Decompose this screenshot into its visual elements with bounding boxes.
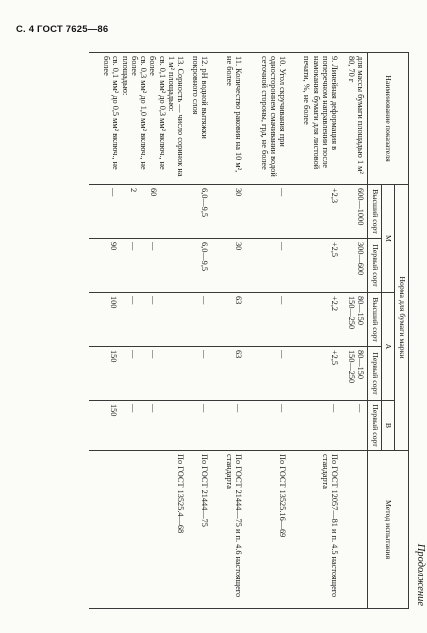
value-cell: —: [187, 347, 211, 401]
value-cell: +2,3: [289, 185, 341, 239]
value-cell: 30: [211, 239, 245, 293]
method-cell: По ГОСТ 21444—75 и п. 4.6 настоящего стандарта: [211, 451, 245, 609]
indicator-line: 13. Сорность — число соринок на 1 м² площадью:: [167, 56, 186, 177]
value-cell: +2,5: [289, 347, 341, 401]
header-norm: Норма для бумаги марки: [395, 185, 409, 451]
value-cell: 600—1000: [341, 185, 367, 239]
value-cell: 6,0—9,5: [187, 185, 211, 239]
value-cell: 63: [211, 293, 245, 347]
header-indicator: Наименование показателя: [367, 53, 408, 185]
value-cell: —: [245, 293, 289, 347]
value-cell: —: [341, 401, 367, 451]
page-header: С. 4 ГОСТ 7625—86: [16, 24, 109, 35]
table-row: [245, 53, 289, 609]
value-cell: —: [245, 185, 289, 239]
table-row: [341, 53, 367, 609]
value-cell: —: [245, 239, 289, 293]
indicator-line: площадью:: [120, 56, 130, 96]
value-cell: — — 150: [89, 401, 187, 451]
value-cell: — — 100: [89, 293, 187, 347]
method-cell: По ГОСТ 12057—81 и п. 4.5 настоящего стандарта: [289, 451, 341, 609]
value-cell: —: [187, 401, 211, 451]
value-cell: 300—600: [341, 239, 367, 293]
value-cell: —: [211, 401, 245, 451]
header-mark-a: А: [381, 293, 395, 401]
value-cell: 30: [211, 185, 245, 239]
value-cell: 6,0—9,5: [187, 239, 211, 293]
row-indicator: [89, 53, 187, 185]
header-mark-m: М: [381, 185, 395, 293]
row-indicator: 11. Количество раковин на 10 м², не более: [211, 53, 245, 185]
indicator-line: св. 0,1 мм² до 0,3 мм² включ., не более: [148, 56, 167, 170]
rotated-table-page: [73, 52, 425, 608]
value-cell: 63: [211, 347, 245, 401]
value-cell: +2,5: [289, 239, 341, 293]
method-cell: По ГОСТ 21444—75: [187, 451, 211, 609]
header-grade-first-m: Первый сорт: [367, 239, 381, 293]
norms-table: [89, 52, 409, 609]
method-cell: По ГОСТ 13525.16—69: [245, 451, 289, 609]
table-row: [211, 53, 245, 609]
header-mark-b: В: [381, 401, 395, 451]
value-cell: 80—150 150—250: [341, 347, 367, 401]
method-cell: По ГОСТ 13525.4—68: [89, 451, 187, 609]
method-cell: [341, 451, 367, 609]
header-grade-first-b: Первый сорт: [367, 401, 381, 451]
header-grade-top-a: Высший сорт: [367, 293, 381, 347]
table-row: [89, 53, 187, 609]
table-row: [289, 53, 341, 609]
value-cell: +2,2: [289, 293, 341, 347]
value-cell: — — 90: [89, 239, 187, 293]
value-cell: — — 150: [89, 347, 187, 401]
header-grade-first-a: Первый сорт: [367, 347, 381, 401]
value-cell: 80—150 150—250: [341, 293, 367, 347]
header-grade-top-m: Высший сорт: [367, 185, 381, 239]
indicator-line: св. 0,1 мм² до 0,5 мм² включ., не более: [102, 56, 121, 170]
header-method: Метод испытания: [367, 451, 408, 609]
value-cell: —: [245, 401, 289, 451]
value-cell: —: [289, 401, 341, 451]
row-indicator: 10. Угол скручивания при одностороннем смачивании водой сеточной стороны, грд, не более: [245, 53, 289, 185]
value-cell: —: [245, 347, 289, 401]
table-row: [187, 53, 211, 609]
row-indicator: 12. pH водной вытяжки покровного слоя: [187, 53, 211, 185]
value-cell: 60 2 —: [89, 185, 187, 239]
value-cell: —: [187, 293, 211, 347]
row-indicator: 9. Линейная деформация в поперечном направлении после намокания бумаги для листовой печати, %, не более: [289, 53, 341, 185]
continuation-label: Продолжение: [415, 543, 426, 606]
indicator-line: св. 0,3 мм² до 1,0 мм² включ., не более: [129, 56, 149, 170]
row-indicator: для массы бумаги площадью 1 м² 80, 70 г: [341, 53, 367, 185]
